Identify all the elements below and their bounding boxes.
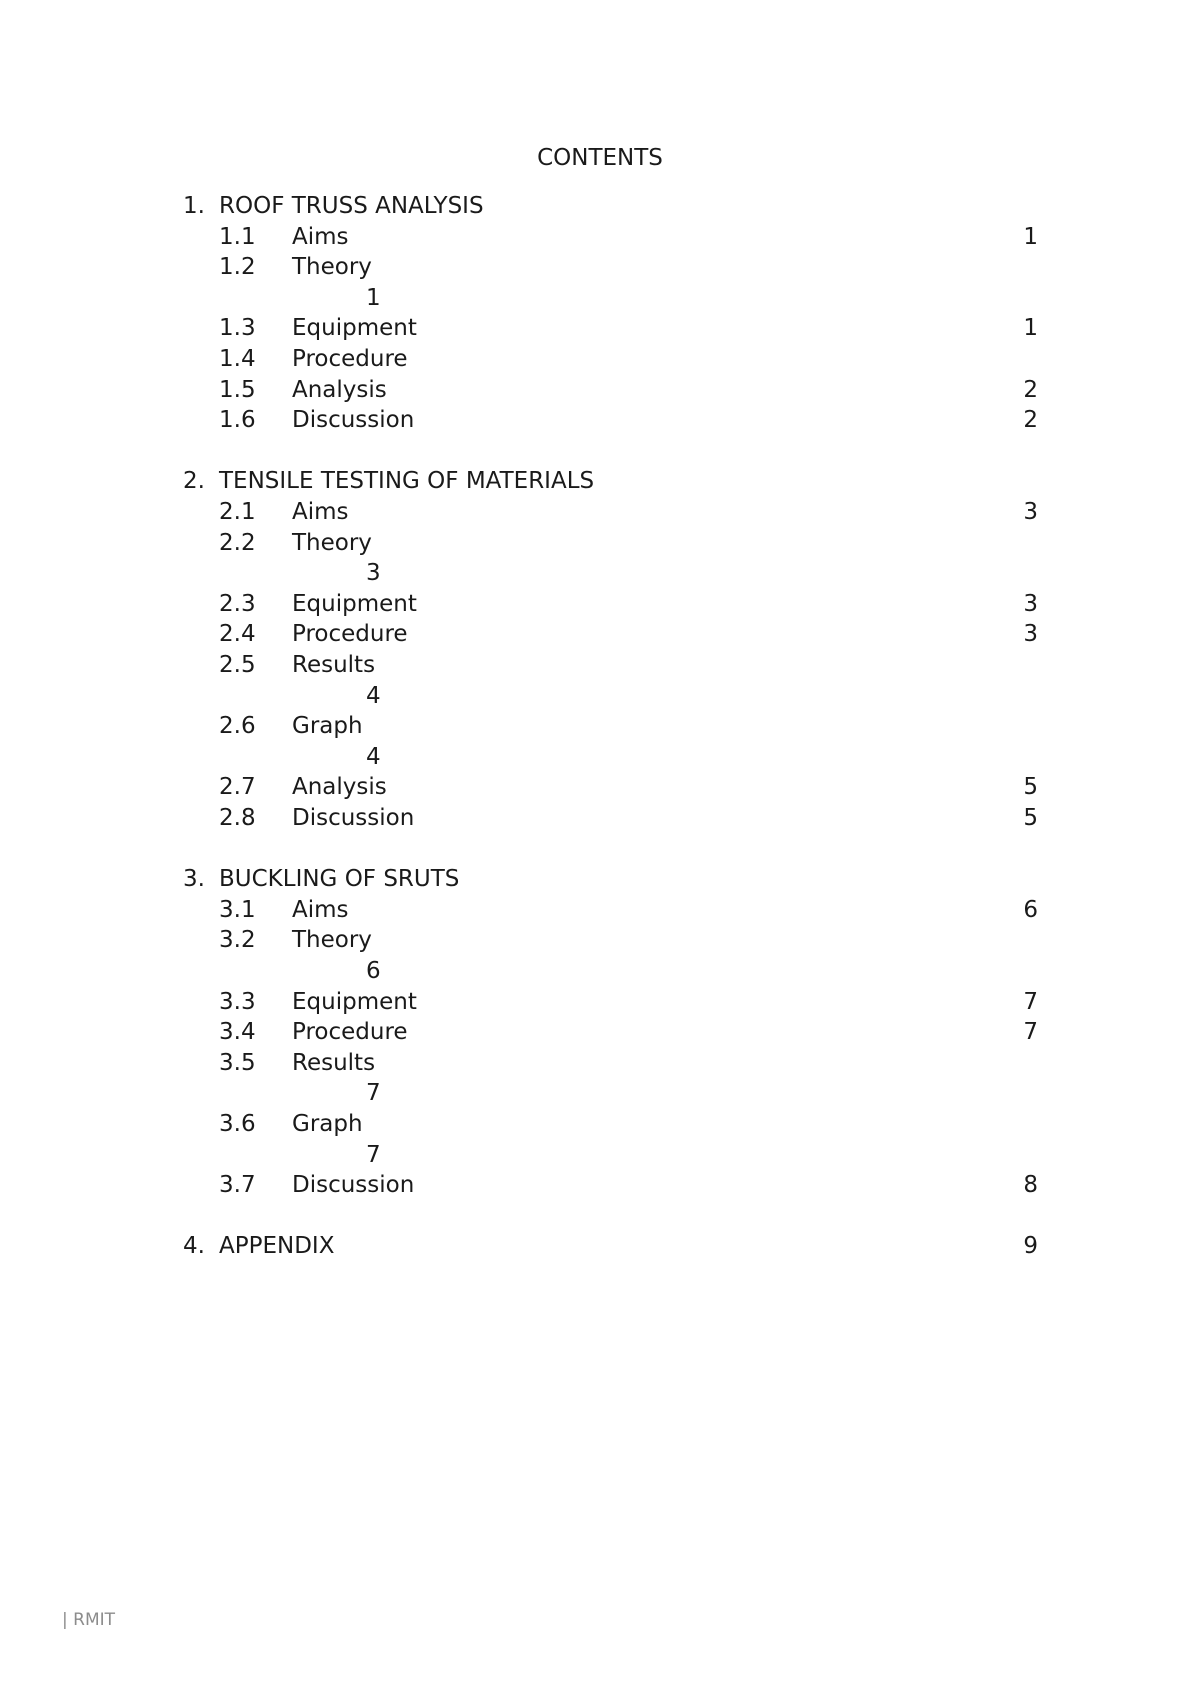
toc-item-page: 2: [1023, 376, 1038, 403]
toc-item-number: 1.5: [219, 376, 256, 403]
toc-item-number: 2.8: [219, 805, 256, 831]
toc-item-number: 2.6: [219, 713, 256, 740]
toc-item-label: Equipment: [292, 315, 417, 342]
toc-item-page: 4: [366, 682, 381, 709]
section-page: 9: [1023, 1233, 1038, 1260]
toc-item-label: Discussion: [292, 407, 415, 434]
toc-item-number: 3.3: [219, 988, 256, 1015]
toc-item-label: Aims: [292, 499, 349, 525]
toc-item-label: Procedure: [292, 346, 408, 372]
toc-item-page: 2: [1023, 407, 1038, 434]
toc-item-label: Theory: [292, 529, 372, 556]
toc-item-number: 1.2: [219, 254, 256, 281]
section-number: 1.: [183, 193, 205, 219]
toc-item-page: 1: [366, 284, 381, 311]
toc-item-label: Theory: [292, 254, 372, 281]
toc-item-label: Graph: [292, 713, 363, 740]
toc-item-page: 1: [1023, 315, 1038, 342]
toc-item-label: Equipment: [292, 590, 417, 617]
section-title: APPENDIX: [219, 1233, 335, 1260]
toc-item-number: 3.1: [219, 896, 256, 923]
section-number: 4.: [183, 1233, 205, 1260]
toc-item-label: Aims: [292, 223, 349, 250]
toc-item-page: 7: [1023, 988, 1038, 1015]
toc-item-label: Analysis: [292, 376, 387, 403]
toc-item-label: Graph: [292, 1111, 363, 1137]
toc-item-number: 2.4: [219, 621, 256, 648]
toc-item-number: 1.4: [219, 346, 256, 372]
toc-item-page: 3: [1023, 499, 1038, 525]
toc-item-number: 1.1: [219, 223, 256, 250]
toc-item-number: 2.3: [219, 590, 256, 617]
toc-item-page: 3: [1023, 590, 1038, 617]
toc-item-page: 3: [1023, 621, 1038, 648]
toc-item-label: Results: [292, 1049, 376, 1076]
toc-item-number: 2.7: [219, 774, 256, 801]
toc-item-label: Discussion: [292, 805, 415, 831]
toc-item-page: 6: [366, 958, 381, 984]
toc-item-page: 5: [1023, 805, 1038, 831]
toc-item-number: 3.6: [219, 1111, 256, 1137]
toc-item-number: 3.5: [219, 1049, 256, 1076]
toc-item-page: 4: [366, 743, 381, 770]
toc-item-page: 5: [1023, 774, 1038, 801]
toc-item-label: Theory: [292, 927, 372, 954]
toc-item-page: 7: [366, 1080, 381, 1107]
toc-item-number: 2.5: [219, 652, 256, 678]
toc-item-page: 6: [1023, 896, 1038, 923]
footer-rmit: | RMIT: [62, 1610, 116, 1630]
toc-item-label: Aims: [292, 896, 349, 923]
page-title: CONTENTS: [537, 145, 663, 171]
toc-item-page: 8: [1023, 1172, 1038, 1199]
toc-item-number: 2.1: [219, 499, 256, 525]
toc-item-page: 3: [366, 560, 381, 587]
toc-item-number: 3.4: [219, 1019, 256, 1046]
toc-item-label: Discussion: [292, 1172, 415, 1199]
toc-item-number: 2.2: [219, 529, 256, 556]
toc-item-number: 3.2: [219, 927, 256, 954]
section-title: TENSILE TESTING OF MATERIALS: [219, 468, 595, 495]
toc-item-label: Analysis: [292, 774, 387, 801]
toc-item-number: 3.7: [219, 1172, 256, 1199]
toc-item-page: 7: [1023, 1019, 1038, 1046]
toc-item-page: 7: [366, 1141, 381, 1168]
toc-item-label: Procedure: [292, 621, 408, 648]
section-title: BUCKLING OF SRUTS: [219, 866, 460, 893]
section-title: ROOF TRUSS ANALYSIS: [219, 193, 484, 219]
toc-item-number: 1.3: [219, 315, 256, 342]
section-number: 3.: [183, 866, 205, 893]
section-number: 2.: [183, 468, 205, 495]
toc-item-number: 1.6: [219, 407, 256, 434]
toc-item-label: Equipment: [292, 988, 417, 1015]
toc-item-label: Results: [292, 652, 376, 678]
toc-item-page: 1: [1023, 223, 1038, 250]
toc-item-label: Procedure: [292, 1019, 408, 1046]
